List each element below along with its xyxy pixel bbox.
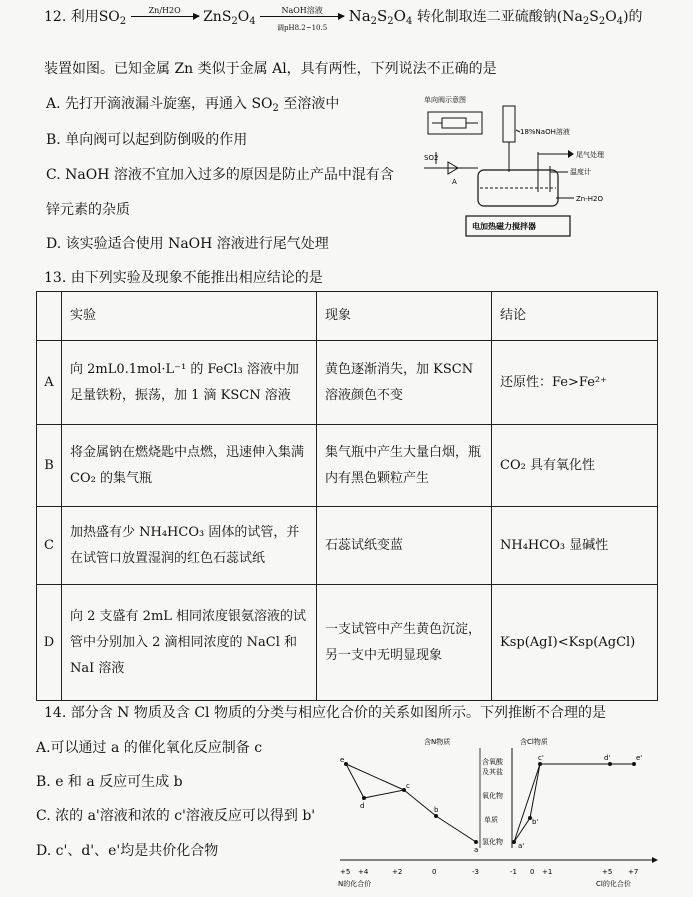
label-b-prime: b' xyxy=(532,818,539,826)
point-c-prime xyxy=(538,762,542,766)
label-e-prime: e' xyxy=(636,754,643,762)
valve-title: 单向阀示意图 xyxy=(424,96,466,104)
thermometer-label: 温度计 xyxy=(570,168,591,176)
cl-tick: +7 xyxy=(628,868,639,876)
row-conclusion: NH₄HCO₃ 显碱性 xyxy=(492,507,658,585)
dropping-funnel xyxy=(503,106,515,142)
header-phenomenon: 现象 xyxy=(317,292,492,341)
cl-tick: +5 xyxy=(602,868,613,876)
row-phenomenon: 集气瓶中产生大量白烟，瓶内有黑色颗粒产生 xyxy=(317,425,492,507)
reaction-arrow-2: NaOH溶液 调pH8.2~10.5 xyxy=(260,9,344,25)
row-label: C xyxy=(37,507,62,585)
q14-title: 14. 部分含 N 物质及含 Cl 物质的分类与相应化合价的关系如图所示。下列推断不合理的是 xyxy=(44,705,606,721)
so2-inlet-label: SO2 xyxy=(424,154,439,162)
row-experiment: 将金属钠在燃烧匙中点燃，迅速伸入集满 CO₂ 的集气瓶 xyxy=(62,425,317,507)
row-conclusion: 还原性：Fe>Fe²⁺ xyxy=(492,341,658,425)
n-tick: +2 xyxy=(392,868,403,876)
zn-label: Zn-H2O xyxy=(576,195,603,203)
q14-option-b: B. e 和 a 反应可生成 b xyxy=(36,774,183,790)
category-oxyacid: 含氧酸 xyxy=(482,758,503,766)
category-hydride: 氢化物 xyxy=(482,838,503,846)
naoh-label: 18%NaOH溶液 xyxy=(520,128,570,136)
q12-option-a: A. 先打开滴液漏斗旋塞，再通入 $SO_2$ 至溶液中 xyxy=(46,96,340,114)
q12-option-c-line2: 锌元素的杂质 xyxy=(46,202,130,218)
cl-tick: 0 xyxy=(530,868,535,876)
apparatus-diagram xyxy=(418,92,648,242)
row-phenomenon: 黄色逐渐消失，加 KSCN 溶液颜色不变 xyxy=(317,341,492,425)
q12-option-c-line1: C. NaOH 溶液不宜加入过多的原因是防止产品中混有含 xyxy=(46,167,394,183)
label-c: c xyxy=(406,782,410,790)
n-tick: 0 xyxy=(432,868,437,876)
n-header: 含N物质 xyxy=(424,738,451,746)
label-c-prime: c' xyxy=(538,754,544,762)
header-conclusion: 结论 xyxy=(492,292,658,341)
point-d-prime xyxy=(608,762,612,766)
label-d-prime: d' xyxy=(604,754,611,762)
row-phenomenon: 一支试管中产生黄色沉淀，另一支中无明显现象 xyxy=(317,585,492,701)
valence-diagram xyxy=(334,734,664,894)
point-b xyxy=(434,814,438,818)
n-tick: +5 xyxy=(340,868,351,876)
point-e xyxy=(344,762,348,766)
q14-option-a: A.可以通过 a 的催化氧化反应制备 c xyxy=(36,740,263,756)
n-tick: -3 xyxy=(472,868,479,876)
table-row xyxy=(37,425,658,507)
row-conclusion: CO₂ 具有氧化性 xyxy=(492,425,658,507)
point-e-prime xyxy=(632,762,636,766)
point-a-prime xyxy=(512,840,516,844)
q12-stem-line1: 12. 利用$SO_2$ Zn/H2O $ZnS_2O_4$ NaOH溶液 调pH8.2~10.5 $Na_2S_2O_4$ 转化制取连二亚硫酸钠$(Na_2S_2O_4)$的 xyxy=(44,6,643,32)
point-d xyxy=(362,796,366,800)
n-tick: +4 xyxy=(358,868,369,876)
q14-option-d: D. c'、d'、e'均是共价化合物 xyxy=(36,843,219,859)
tail-gas-label: 尾气处理 xyxy=(576,151,604,159)
cl-tick: +1 xyxy=(542,868,553,876)
table-row xyxy=(37,585,658,701)
row-experiment: 向 2mL0.1mol·L⁻¹ 的 FeCl₃ 溶液中加足量铁粉，振荡，加 1 滴 KSCN 溶液 xyxy=(62,341,317,425)
table-row xyxy=(37,507,658,585)
q13-title: 13. 由下列实验及现象不能推出相应结论的是 xyxy=(44,270,323,286)
a-label: A xyxy=(452,178,457,186)
label-b: b xyxy=(434,806,439,814)
row-conclusion: Ksp(AgI)<Ksp(AgCl) xyxy=(492,585,658,701)
q12-stem-line2: 装置如图。已知金属 Zn 类似于金属 Al，具有两性，下列说法不正确的是 xyxy=(44,61,497,77)
category-oxyacid-salt: 及其盐 xyxy=(482,768,503,776)
cl-header: 含Cl物质 xyxy=(520,738,548,746)
label-e: e xyxy=(340,756,345,764)
header-experiment: 实验 xyxy=(62,292,317,341)
table-header-row xyxy=(37,292,658,341)
category-oxide: 氧化物 xyxy=(482,792,503,800)
table-row xyxy=(37,341,658,425)
row-experiment: 加热盛有少 NH₄HCO₃ 固体的试管，并在试管口放置湿润的红色石蕊试纸 xyxy=(62,507,317,585)
row-phenomenon: 石蕊试纸变蓝 xyxy=(317,507,492,585)
n-axis-label: N的化合价 xyxy=(338,880,372,888)
q14-option-c: C. 浓的 a'溶液和浓的 c'溶液反应可以得到 b' xyxy=(36,808,316,824)
q13-table xyxy=(36,291,658,701)
label-a: a xyxy=(474,846,479,854)
label-a-prime: a' xyxy=(518,842,525,850)
row-label: D xyxy=(37,585,62,701)
row-label: B xyxy=(37,425,62,507)
cl-axis-label: Cl的化合价 xyxy=(596,880,631,888)
reaction-arrow-1: Zn/H2O xyxy=(131,9,199,25)
category-element: 单质 xyxy=(484,816,498,824)
stirrer-label: 电加热磁力搅拌器 xyxy=(472,222,536,231)
row-experiment: 向 2 支盛有 2mL 相同浓度银氨溶液的试管中分别加入 2 滴相同浓度的 NaCl 和 NaI 溶液 xyxy=(62,585,317,701)
cl-tick: -1 xyxy=(510,868,517,876)
q12-option-d: D. 该实验适合使用 NaOH 溶液进行尾气处理 xyxy=(46,236,329,252)
q12-option-b: B. 单向阀可以起到防倒吸的作用 xyxy=(46,132,248,148)
row-label: A xyxy=(37,341,62,425)
label-d: d xyxy=(360,802,365,810)
point-a xyxy=(474,840,478,844)
